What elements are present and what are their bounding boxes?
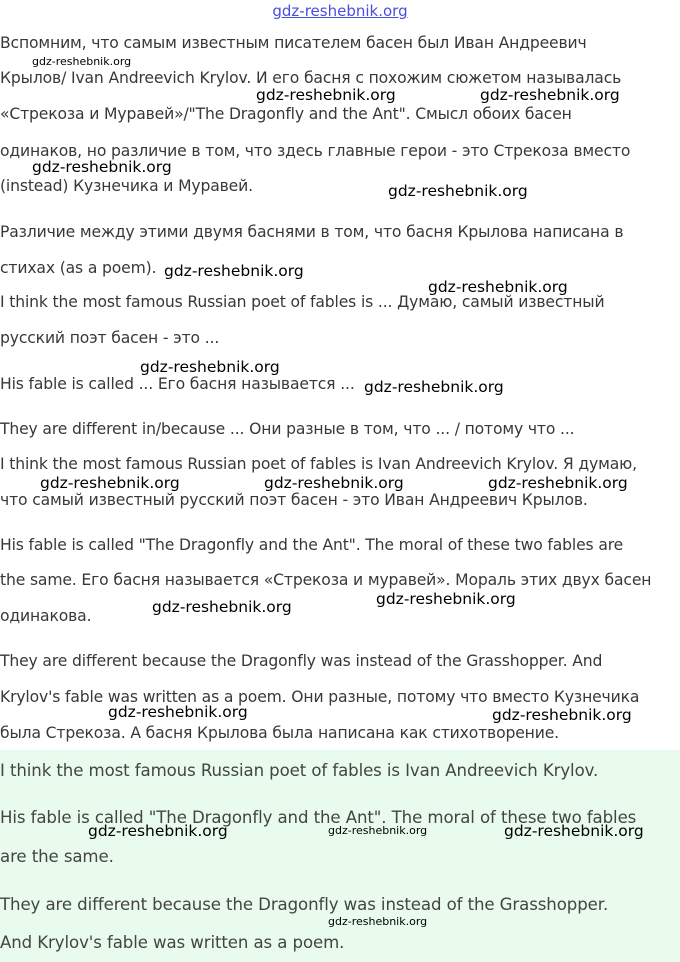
watermark: gdz-reshebnik.org <box>480 86 620 104</box>
watermark: gdz-reshebnik.org <box>88 822 228 840</box>
text-line: (instead) Кузнечика и Муравей. <box>0 177 253 195</box>
text-line: I think the most famous Russian poet of fables is ... Думаю, самый известный <box>0 293 605 311</box>
watermark: gdz-reshebnik.org <box>152 598 292 616</box>
text-line: They are different because the Dragonfly was instead of the Grasshopper. And <box>0 652 603 670</box>
watermark: gdz-reshebnik.org <box>428 278 568 296</box>
text-line: стихах (as a poem). <box>0 259 157 277</box>
text-line: русский поэт басен - это ... <box>0 329 220 347</box>
watermark: gdz-reshebnik.org <box>504 822 644 840</box>
text-line: They are different in/because ... Они разные в том, что ... / потому что ... <box>0 420 575 438</box>
text-line: His fable is called "The Dragonfly and the Ant". The moral of these two fables are <box>0 536 624 554</box>
text-line: Крылов/ Ivan Andreevich Krylov. И его басня с похожим сюжетом называлась <box>0 69 622 87</box>
text-line: что самый известный русский поэт басен - это Иван Андреевич Крылов. <box>0 491 588 509</box>
watermark: gdz-reshebnik.org <box>328 824 428 837</box>
watermark: gdz-reshebnik.org <box>492 706 632 724</box>
watermark: gdz-reshebnik.org <box>264 474 404 492</box>
watermark: gdz-reshebnik.org <box>140 358 280 376</box>
watermark: gdz-reshebnik.org <box>108 703 248 721</box>
answer-line: I think the most famous Russian poet of fables is Ivan Andreevich Krylov. <box>0 761 599 780</box>
text-line: I think the most famous Russian poet of fables is Ivan Andreevich Krylov. Я думаю, <box>0 455 637 473</box>
site-link[interactable]: gdz-reshebnik.org <box>272 2 408 20</box>
watermark: gdz-reshebnik.org <box>364 378 504 396</box>
text-line: His fable is called ... Его басня называется ... <box>0 375 355 393</box>
watermark: gdz-reshebnik.org <box>488 474 628 492</box>
watermark: gdz-reshebnik.org <box>256 86 396 104</box>
text-line: «Стрекоза и Муравей»/"The Dragonfly and the Ant". Смысл обоих басен <box>0 105 572 123</box>
text-line: the same. Его басня называется «Стрекоза и муравей». Мораль этих двух басен <box>0 571 652 589</box>
watermark: gdz-reshebnik.org <box>32 55 132 68</box>
text-line: Вспомним, что самым известным писателем басен был Иван Андреевич <box>0 34 587 52</box>
answer-line: His fable is called "The Dragonfly and the Ant". The moral of these two fables <box>0 808 637 827</box>
watermark: gdz-reshebnik.org <box>328 915 428 928</box>
answer-line: They are different because the Dragonfly was instead of the Grasshopper. <box>0 895 609 914</box>
watermark: gdz-reshebnik.org <box>32 158 172 176</box>
answer-line: are the same. <box>0 847 114 866</box>
watermark: gdz-reshebnik.org <box>40 474 180 492</box>
watermark: gdz-reshebnik.org <box>164 262 304 280</box>
text-line: Различие между этими двумя баснями в том, что басня Крылова написана в <box>0 223 624 241</box>
text-line: одинаков, но различие в том, что здесь главные герои - это Стрекоза вместо <box>0 142 631 160</box>
text-line: Krylov's fable was written as a poem. Они разные, потому что вместо Кузнечика <box>0 688 640 706</box>
text-line: одинакова. <box>0 607 92 625</box>
answer-line: And Krylov's fable was written as a poem. <box>0 933 345 952</box>
watermark: gdz-reshebnik.org <box>376 590 516 608</box>
answer-box <box>0 750 680 962</box>
watermark: gdz-reshebnik.org <box>388 182 528 200</box>
text-line: была Стрекоза. А басня Крылова была написана как стихотворение. <box>0 724 559 742</box>
